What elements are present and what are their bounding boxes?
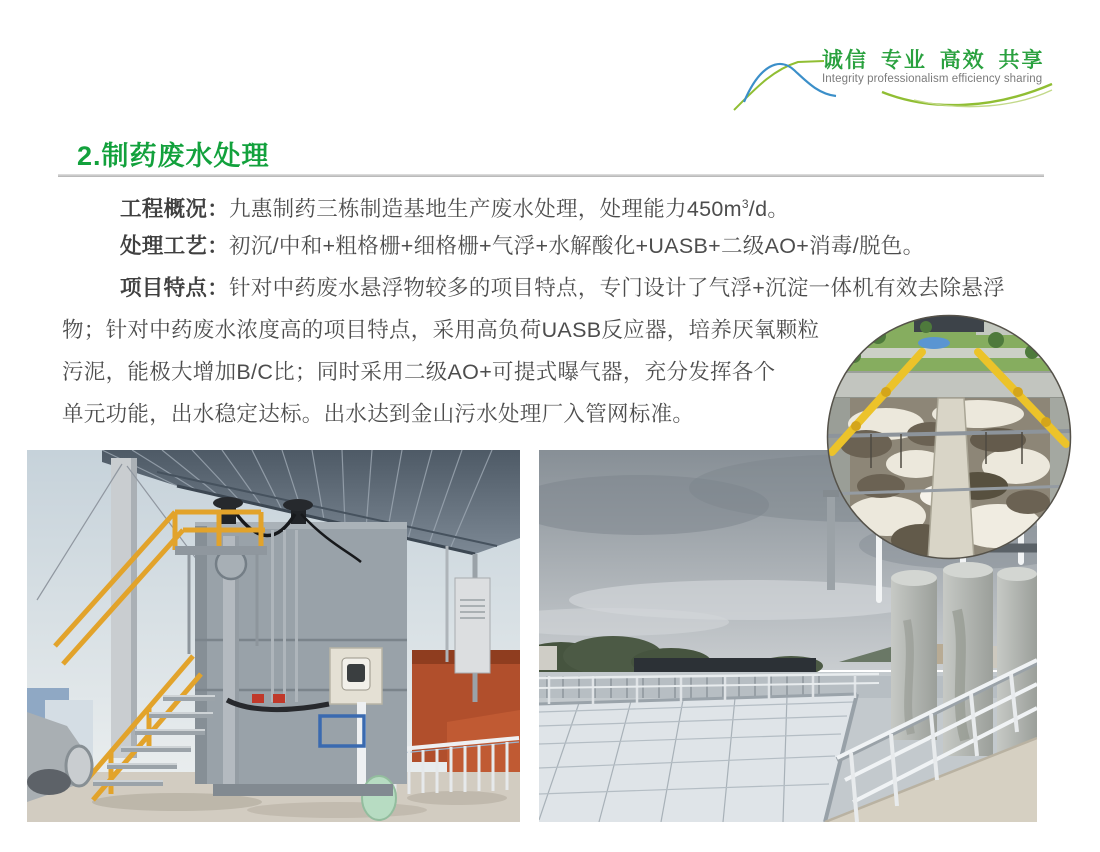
logo-slogan-english: Integrity professionalism efficiency sharing [822, 73, 1043, 85]
overview-line: 工程概况：九惠制药三栋制造基地生产废水处理，处理能力$450m^3/d$。 [120, 197, 790, 222]
overview-label: 工程概况： [120, 197, 230, 222]
features-line-2: 物；针对中药废水浓度高的项目特点，采用高负荷UASB反应器，培养厌氧颗粒 [62, 318, 820, 342]
section-title: 2.制药废水处理 [77, 141, 270, 171]
aeration-basin-circle-photo [826, 314, 1072, 560]
daf-equipment-photo [27, 450, 520, 822]
process-line: 处理工艺：初沉/中和+粗格栅+细格栅+气浮+水解酸化+UASB+二级AO+消毒/脱色。 [120, 234, 925, 258]
features-line-4: 单元功能，出水稳定达标。出水达到金山污水处理厂入管网标准。 [62, 402, 695, 426]
cubic-meter-superscript: 3 [741, 197, 749, 211]
process-label: 处理工艺： [120, 234, 230, 258]
title-divider [58, 174, 1044, 177]
logo-slogan-chinese: 诚信 专业 高效 共享 [822, 49, 1045, 72]
features-line-3: 污泥，能极大增加B/C比；同时采用二级AO+可提式曝气器，充分发挥各个 [62, 360, 776, 384]
features-line-1: 项目特点：针对中药废水悬浮物较多的项目特点，专门设计了气浮+沉淀一体机有效去除悬浮 [120, 276, 1005, 300]
features-label: 项目特点： [120, 276, 230, 300]
